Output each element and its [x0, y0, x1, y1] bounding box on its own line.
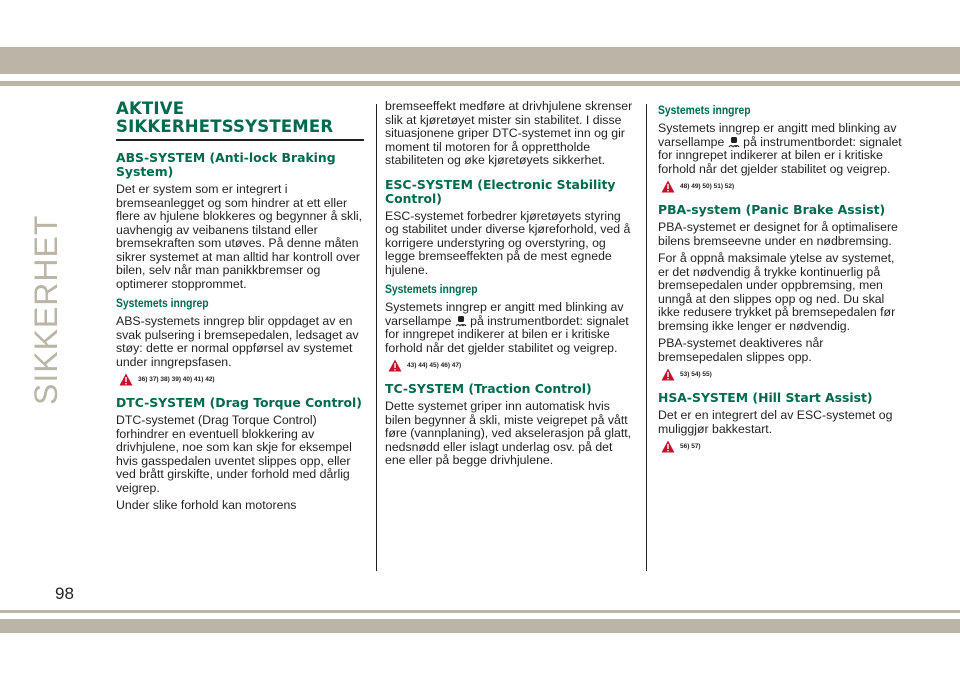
warning-reference	[661, 180, 908, 193]
column-2	[385, 100, 635, 472]
abs-heading: ABS-SYSTEM (Anti-lock Braking System)	[116, 150, 336, 179]
warning-icon	[388, 359, 402, 372]
dtc-paragraph: DTC-systemet (Drag Torque Control) forhindrer en eventuell blokkering av drivhjulene, noe som kan skje for eksempel hvis gasspedalen uventet slippes opp, eller ved brått girskifte, under forhold med dårlig veigrep.	[116, 413, 352, 495]
dtc-continued-paragraph: bremseeffekt medføre at drivhjulene skrenser slik at kjøretøyet mister sin stabilitet. I disse situasjonene griper DTC-systemet inn og gir moment til motoren for å opprettholde stabiliteten og øke kjøretøyets sikkerhet.	[385, 99, 633, 167]
abs-paragraph: Det er system som er integrert i bremseanlegget og som hindrer at ett eller flere av hjulene blokkeres og begynner å skli, uavhengig av veibanens tilstand eller bremsekraften som utøves. På denne måten sikrer systemet at man alltid har kontroll over bilen, selv når man panikkbremser og optimerer stopprommet.	[116, 182, 363, 291]
esc-warning-lamp-icon	[455, 315, 467, 327]
warning-refs[interactable]: 56) 57)	[680, 443, 701, 450]
column-1	[116, 100, 366, 517]
tc-heading: TC-SYSTEM (Traction Control)	[385, 381, 592, 396]
header-rule	[0, 81, 960, 86]
esc-paragraph: ESC-systemet forbedrer kjøretøyets styring og stabilitet under diverse kjøreforhold, ved å korrigere understyring og overstyring, og legge bremseeffekten på de mest egnede hjulene.	[385, 208, 631, 277]
pba-heading: PBA-system (Panic Brake Assist)	[658, 202, 886, 217]
warning-icon	[661, 440, 675, 453]
tc-subheading: Systemets inngrep	[658, 105, 751, 117]
hsa-paragraph: Det er en integrert del av ESC-systemet og muliggjør bakkestart.	[658, 408, 893, 436]
abs-subheading: Systemets inngrep	[116, 298, 209, 310]
warning-refs[interactable]: 53) 54) 55)	[680, 371, 712, 378]
warning-reference	[661, 440, 908, 453]
pba-paragraph: PBA-systemet er designet for å optimalisere bilens bremseevne under en nødbremsing.	[658, 220, 898, 248]
side-title-text: SIKKERHET	[28, 214, 64, 405]
page-title: AKTIVE SIKKERHETSSYSTEMER	[116, 100, 364, 141]
column-divider	[376, 104, 377, 571]
warning-reference	[388, 359, 635, 372]
dtc-paragraph-2: Under slike forhold kan motorens	[116, 498, 297, 512]
warning-refs[interactable]: 43) 44) 45) 46) 47)	[407, 362, 462, 369]
abs-intervention-paragraph: ABS-systemets inngrep blir oppdaget av en svak pulsering i bremsepedalen, ledsaget av støy: dette er normal oppførsel av systemet under inngrepsfasen.	[116, 314, 359, 369]
footer-rule	[0, 610, 960, 613]
tc-intervention-paragraph: Systemets inngrep er angitt med blinking av varsellampe på instrumentbordet: signalet for inngrepet indikerer at bilen er i kritiske forhold når det gjelder stabilitet og veigrep.	[658, 121, 902, 176]
section-side-title	[20, 214, 80, 405]
page-number: 98	[55, 584, 74, 603]
warning-reference	[661, 368, 908, 381]
traction-warning-lamp-icon	[728, 136, 740, 148]
esc-heading: ESC-SYSTEM (Electronic Stability Control)	[385, 176, 616, 206]
column-3	[658, 100, 908, 459]
warning-icon	[661, 368, 675, 381]
hsa-heading: HSA-SYSTEM (Hill Start Assist)	[658, 390, 873, 405]
warning-reference	[119, 373, 366, 386]
pba-paragraph-2: For å oppnå maksimale ytelse av systemet, er det nødvendig å trykke kontinuerlig på bremsepedalen under oppbremsing, men unngå at den slippes opp og ned. Du skal ikke redusere trykket på bremsepedalen før bremsing ikke lenger er nødvendig.	[658, 251, 896, 333]
warning-refs[interactable]: 36) 37) 38) 39) 40) 41) 42)	[138, 376, 215, 383]
footer-band	[0, 619, 960, 633]
esc-intervention-paragraph: Systemets inngrep er angitt med blinking av varsellampe på instrumentbordet: signalet for inngrepet indikerer at bilen er i kritiske forhold når det gjelder stabilitet og veigrep.	[385, 300, 629, 355]
warning-refs[interactable]: 48) 49) 50) 51) 52)	[680, 183, 735, 190]
esc-subheading: Systemets inngrep	[385, 284, 478, 296]
warning-icon	[661, 180, 675, 193]
dtc-heading: DTC-SYSTEM (Drag Torque Control)	[116, 395, 362, 410]
header-band	[0, 47, 960, 74]
warning-icon	[119, 373, 133, 386]
tc-paragraph: Dette systemet griper inn automatisk hvis bilen begynner å skli, miste veigrepet på vått føre (vannplaning), ved akselerasjon på glatt, nedsnødd eller islagt underlag osv. på det ene eller på begge drivhjulene.	[385, 399, 632, 467]
pba-paragraph-3: PBA-systemet deaktiveres når bremsepedalen slippes opp.	[658, 336, 824, 364]
column-divider	[646, 104, 647, 571]
